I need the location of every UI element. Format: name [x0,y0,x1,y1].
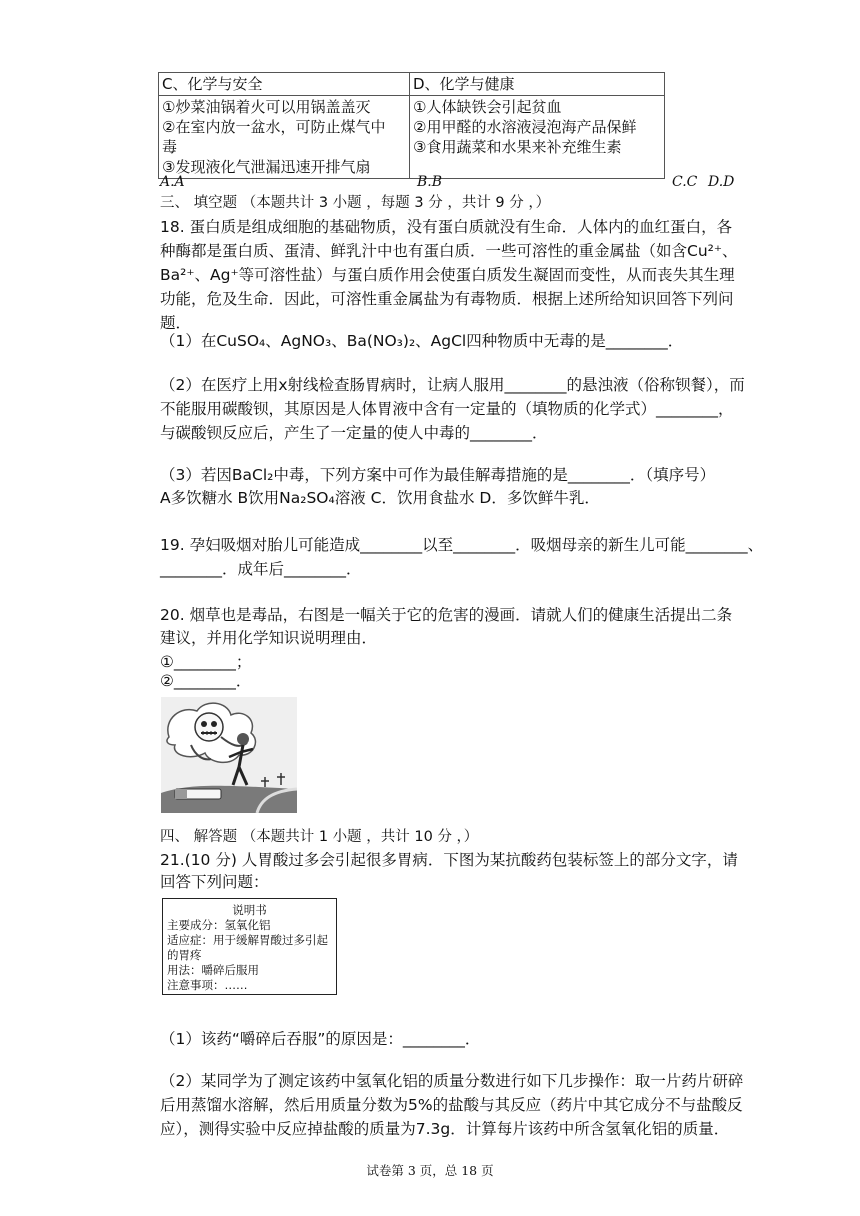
q21-part-2-line-1: （2）某同学为了测定该药中氢氧化铝的质量分数进行如下几步操作：取一片药片研碎 [160,1072,744,1090]
q18-line-1: 18. 蛋白质是组成细胞的基础物质，没有蛋白质就没有生命．人体内的血红蛋白，各 [160,218,733,236]
q18-part-1: （1）在CuSO₄、AgNO₃、Ba(NO₃)₂、AgCl四种物质中无毒的是________． [160,332,684,350]
q21-line-1: 21.(10 分) 人胃酸过多会引起很多胃病．下图为某抗酸药包装标签上的部分文字，请 [160,851,738,869]
table-item: ③食用蔬菜和水果来补充维生素 [413,138,622,156]
q18-line-5: 题． [160,314,192,332]
q18-part-2-line-1: （2）在医疗上用x射线检查肠胃病时，让病人服用________的悬浊液（俗称钡餐），而 [160,376,745,394]
table-item: ③发现液化气泄漏迅速开排气扇 [162,158,371,176]
table-header-d: D、化学与健康 [410,73,665,96]
label-title: 说明书 [232,903,267,917]
q21-line-2: 回答下列问题： [160,873,269,891]
table-item: ①人体缺铁会引起贫血 [413,98,562,116]
q18-part-2-line-3: 与碳酸钡反应后，产生了一定量的使人中毒的________． [160,424,548,442]
option-a: A.A [160,174,185,190]
q20-answer-1: ①________； [160,653,252,671]
q18-line-4: 功能，危及生命．因此，可溶性重金属盐为有毒物质．根据上述所给知识回答下列问 [160,290,734,308]
q21-part-2-line-2: 后用蒸馏水溶解，然后用质量分数为5%的盐酸与其反应（药片中其它成分不与盐酸反 [160,1096,743,1114]
q20-answer-2: ②________． [160,672,252,690]
q21-part-1: （1）该药“嚼碎后吞服”的原因是：________． [160,1030,481,1048]
table-cell-d [410,96,665,179]
table-item: 毒 [162,138,178,156]
table-item: ①炒菜油锅着火可以用锅盖盖灭 [162,98,371,116]
option-b: B.B [417,174,443,190]
label-line: 主要成分：氢氧化铝 [167,918,271,932]
q18-part-3-line-2: A多饮糖水 B饮用Na₂SO₄溶液 C．饮用食盐水 D．多饮鲜牛乳． [160,489,600,507]
medicine-label-box [162,898,337,995]
q18-line-2: 种酶都是蛋白质、蛋清、鲜乳汁中也有蛋白质．一些可溶性的重金属盐（如含Cu²⁺、 [160,242,738,260]
table-item: ②在室内放一盆水，可防止煤气中 [162,118,386,136]
q18-part-3-line-1: （3）若因BaCl₂中毒，下列方案中可作为最佳解毒措施的是________．（填序号） [160,466,716,484]
label-line: 适应症：用于缓解胃酸过多引起 [167,933,328,947]
q19-line-2: ________．成年后________． [160,560,362,578]
q18-line-3: Ba²⁺、Ag⁺等可溶性盐）与蛋白质作用会使蛋白质发生凝固而变性，从而丧失其生理 [160,266,735,284]
option-d: D.D [708,174,735,190]
label-line: 的胃疼 [167,948,202,962]
label-line: 注意事项：…… [167,978,248,992]
smoking-cartoon-image [161,697,297,813]
table-header-c: C、化学与安全 [159,73,410,96]
q20-line-2: 建议，并用化学知识说明理由． [160,629,378,647]
option-c: C.C [672,174,698,190]
table-item: ②用甲醛的水溶液浸泡海产品保鲜 [413,118,637,136]
label-line: 用法：嚼碎后服用 [167,963,259,977]
page-footer: 试卷第 3 页，总 18 页 [366,1163,494,1178]
section-3-heading: 三、 填空题 （本题共计 3 小题 ，每题 3 分 ，共计 9 分 ，） [160,195,551,211]
q20-line-1: 20. 烟草也是毒品，右图是一幅关于它的危害的漫画．请就人们的健康生活提出二条 [160,606,733,624]
table-cell-c [159,96,410,179]
q19-line-1: 19. 孕妇吸烟对胎儿可能造成________以至________．吸烟母亲的新生儿可能________、 [160,536,764,554]
q18-part-2-line-2: 不能服用碳酸钡，其原因是人体胃液中含有一定量的（填物质的化学式）________， [160,400,734,418]
q21-part-2-line-3: 应），测得实验中反应掉盐酸的质量为7.3g．计算每片该药中所含氢氧化铝的质量． [160,1120,730,1138]
options-table [158,72,665,179]
section-4-heading: 四、 解答题 （本题共计 1 小题 ，共计 10 分 ，） [160,829,479,845]
